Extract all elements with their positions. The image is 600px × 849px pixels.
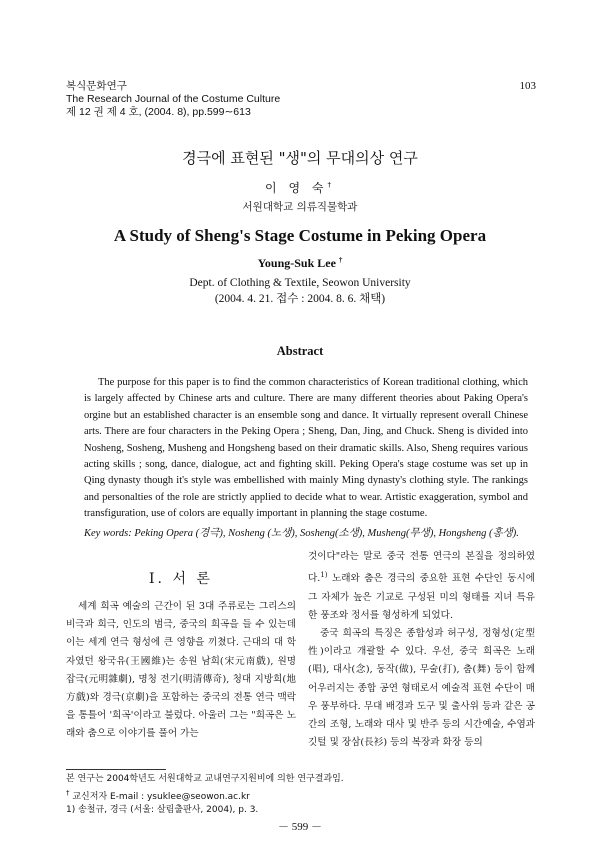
corresponding-mark-en: † [338, 256, 343, 264]
paragraph [308, 548, 535, 625]
title-korean: 경극에 표현된 "생"의 무대의상 연구 [182, 149, 418, 167]
abstract-body [84, 375, 528, 523]
paragraph: 중국 희곡의 특징은 종합성과 허구성, 정형성(定型性)이라고 개괄할 수 있다. 우선, 중국 희곡은 노래(唱), 대사(念), 동작(做), 무술(打), 춤(舞) 등이 함께 어우러지는 종합 공연 형태로서 예술적 표현 수단이 매우 풍부하다. 무대 배경과 도구 및 출사위 등과 같은 공간의 조형, 노래와 대사 및 반주 등의 시간예술, 수염과 깃털 및 장삼(長衫) 등의 복장과 화장 등의 [308, 628, 535, 749]
journal-name-ko: 복식문화연구 [66, 80, 127, 92]
abstract-text: The purpose for this paper is to find the common characteristics of Korean traditional clothing, which is largely affected by Chinese arts and culture. There are many different theories about Paking Opera's orgine but an established character is an ensemble song and dance. It virtually represent overall Chinese arts. There are four characters in the Peking Opera ; Sheng, Dan, Jing, and Chuck. Sheng is divided into Nosheng, Sosheng, Musheng and Hongsheng based on their dramatic skills. Also, Sheng requires various acting skills ; song, dance, dialogue, act and fighting skill. Peking Opera's stage costume was set up in Qing dynasty though it's style was embellished with mainly Ming dynasty's clothing style. The rankings and personalties of the role are strictly applied to decide what to wear. Artistic exaggeration, symbol and transfiguration, use of colors are equally important in planning the stage costume. [84, 377, 528, 520]
paragraph-text: 것이다"라는 말로 중국 전통 연극의 본질을 정의하였다. [308, 551, 535, 585]
journal-volume: 제 12 권 제 4 호, (2004. 8), pp.599∼613 [66, 106, 251, 118]
body-column-left [66, 598, 296, 744]
footnote-funding: 본 연구는 2004학년도 서원대학교 교내연구지원비에 의한 연구결과임. [66, 774, 344, 784]
footnotes [66, 773, 344, 818]
section-heading: Ⅰ. 서 론 [149, 571, 213, 587]
footnote-1: 1) 송철규, 경극 (서울: 살림출판사, 2004), p. 3. [66, 805, 259, 815]
department: Dept. of Clothing & Textile, Seowon University [189, 277, 411, 289]
corresponding-mark: † [327, 181, 335, 189]
corresponding-mark-foot: † [66, 788, 70, 797]
footnote-ref: 1) [320, 571, 328, 580]
received-dates: (2004. 4. 21. 접수 : 2004. 8. 6. 채택) [214, 293, 386, 305]
affiliation-korean: 서원대학교 의류직물학과 [242, 201, 358, 213]
footnote-rule [66, 769, 166, 770]
author-english-name: Young-Suk Lee [257, 256, 336, 270]
journal-header [66, 80, 280, 119]
page-number-bottom: － 599 － [278, 821, 322, 833]
author-korean [0, 179, 600, 196]
paragraph: 세계 희곡 예술의 근간이 된 3대 주류로는 그리스의 비극과 희극, 인도의 범극, 중국의 희곡을 들 수 있는데 이는 세계 연극 형성에 큰 영향을 끼쳤다. 근대의 대 학자였던 왕국유(王國維)는 송원 남희(宋元南戲), 원명 잡극(元明雜劇), 명청 전기(明清傳奇), 청대 지방희(地方戲)와 경극(京劇)을 포함하는 중국의 전통 연극 맥락을 통틀어 '희곡'이라고 불렀다. 아울러 그는 "희곡은 노래와 춤으로 이야기를 풀어 가는 [66, 601, 296, 740]
keywords: Key words: Peking Opera (경극), Nosheng (노생), Sosheng(소생), Musheng(무생), Hongsheng (홍생). [84, 528, 519, 539]
author-korean-name: 이 영 숙 [265, 181, 328, 195]
footnote-corresponding [66, 787, 344, 805]
body-column-right [308, 548, 535, 752]
affiliation-english [0, 275, 600, 307]
title-english: A Study of Sheng's Stage Costume in Peking Opera [113, 226, 487, 245]
footnote-email: 교신저자 E-mail : ysuklee@seowon.ac.kr [69, 791, 250, 802]
page-number-top: 103 [519, 80, 536, 92]
paragraph-text-cont: 노래와 춤은 경극의 중요한 표현 수단인 동시에 그 자체가 높은 기교로 구성된 미의 형태를 지녀 특유한 풍조와 정서를 형성하게 되었다. [308, 573, 535, 621]
author-english [0, 256, 600, 271]
abstract-heading: Abstract [276, 344, 324, 358]
journal-name-en: The Research Journal of the Costume Culture [66, 93, 281, 105]
